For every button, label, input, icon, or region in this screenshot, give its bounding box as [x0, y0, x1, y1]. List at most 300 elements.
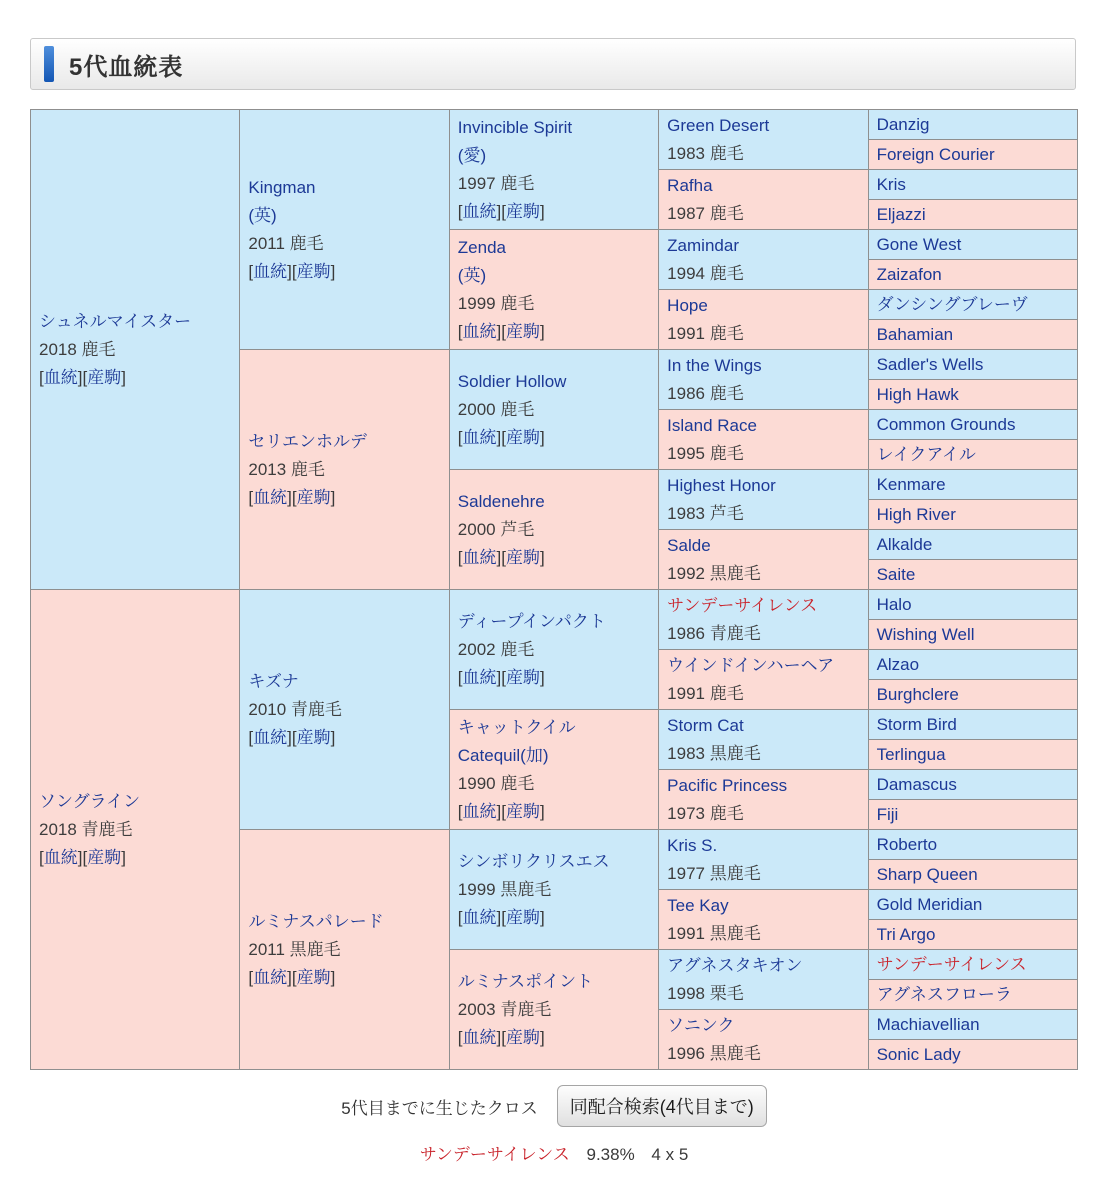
- bracket-open: [: [501, 667, 506, 687]
- horse-name-line: [877, 441, 1075, 469]
- cross-horse-link[interactable]: サンデーサイレンス: [419, 1145, 570, 1164]
- horse-links: [39, 364, 237, 392]
- horse-name-line: [877, 381, 1075, 409]
- pedigree-cell-gen4-13: [659, 890, 868, 950]
- bracket-open: [: [501, 1027, 506, 1047]
- horse-name-line: [667, 172, 865, 200]
- offspring-link[interactable]: 産駒: [87, 847, 122, 867]
- pedigree-link[interactable]: 血統: [462, 201, 497, 221]
- pedigree-cell-gen5-1: [868, 140, 1077, 170]
- pedigree-link[interactable]: 血統: [462, 427, 497, 447]
- horse-name-line: [458, 142, 656, 170]
- pedigree-cell-gen5-25: [868, 860, 1077, 890]
- offspring-link[interactable]: 産駒: [505, 321, 540, 341]
- horse-name-line: [458, 262, 656, 290]
- horse-name-link[interactable]: Bahamian: [876, 324, 954, 344]
- bracket-open: [: [501, 427, 506, 447]
- horse-name-link[interactable]: キャットクイル: [457, 717, 576, 737]
- horse-name-link[interactable]: Hope: [667, 295, 708, 315]
- offspring-link[interactable]: 産駒: [87, 367, 122, 387]
- bracket-open: [: [457, 1027, 463, 1047]
- horse-name-link[interactable]: Kris S.: [667, 835, 718, 855]
- pedigree-link[interactable]: 血統: [462, 907, 497, 927]
- horse-year-coat: 1991 黒鹿毛: [667, 923, 761, 943]
- bracket-open: [: [248, 967, 254, 987]
- horse-links: [458, 318, 656, 346]
- horse-name-link[interactable]: セリエンホルデ: [248, 431, 368, 451]
- horse-name-line: [877, 891, 1075, 919]
- horse-name-link[interactable]: Saldenehre: [457, 491, 545, 511]
- bracket-close: ]: [330, 487, 336, 507]
- horse-name-line: [877, 921, 1075, 949]
- pedigree-cell-gen5-10: [868, 410, 1077, 440]
- horse-name-line: [877, 621, 1075, 649]
- horse-year-coat: 1996 黒鹿毛: [667, 1043, 761, 1063]
- horse-name-link[interactable]: Green Desert: [667, 115, 770, 135]
- horse-name-link[interactable]: Wishing Well: [876, 624, 975, 644]
- horse-name-link[interactable]: High River: [876, 504, 956, 524]
- horse-name-line: [877, 411, 1075, 439]
- bracket-open: [: [457, 321, 463, 341]
- horse-year-coat: 1995 鹿毛: [667, 443, 744, 463]
- horse-year-coat: 1983 芦毛: [667, 503, 744, 523]
- bracket-open: [: [248, 487, 254, 507]
- horse-name-link[interactable]: Sharp Queen: [876, 864, 978, 884]
- pedigree-link[interactable]: 血統: [43, 367, 78, 387]
- bracket-close: ]: [496, 547, 502, 567]
- pedigree-cell-gen4-14: [659, 950, 868, 1010]
- pedigree-link[interactable]: 血統: [253, 261, 288, 281]
- horse-year-coat: 2002 鹿毛: [457, 639, 535, 659]
- bracket-open: [: [291, 727, 297, 747]
- pedigree-cell-gen4-8: [659, 590, 868, 650]
- pedigree-cell-gen2-1: [240, 350, 449, 590]
- horse-name-link[interactable]: Sonic Lady: [876, 1044, 961, 1064]
- horse-name-line: [667, 832, 865, 860]
- horse-name-link[interactable]: サンデーサイレンス: [876, 954, 1027, 974]
- horse-name-link[interactable]: In the Wings: [667, 355, 762, 375]
- pedigree-cell-gen5-21: [868, 740, 1077, 770]
- horse-name-line: [667, 232, 865, 260]
- horse-name-link[interactable]: ソニンク: [667, 1015, 735, 1035]
- horse-name-link[interactable]: Gold Meridian: [876, 894, 983, 914]
- pedigree-cell-gen4-2: [659, 230, 868, 290]
- horse-name-link[interactable]: ウインドインハーヘア: [667, 655, 835, 675]
- horse-name-line: [667, 892, 865, 920]
- horse-name-line: [667, 472, 865, 500]
- pedigree-cell-gen5-31: [868, 1040, 1077, 1070]
- bracket-open: [: [501, 907, 506, 927]
- horse-name-link[interactable]: Damascus: [876, 774, 957, 794]
- horse-links: [458, 664, 656, 692]
- pedigree-cell-gen2-3: [240, 830, 449, 1070]
- horse-name-link[interactable]: ダンシングブレーヴ: [876, 294, 1028, 314]
- horse-name-line: [877, 261, 1075, 289]
- horse-name-link[interactable]: Terlingua: [876, 744, 946, 764]
- pedigree-cell-gen5-4: [868, 230, 1077, 260]
- bracket-open: [: [82, 367, 88, 387]
- bracket-close: ]: [496, 427, 502, 447]
- pedigree-cell-gen4-1: [659, 170, 868, 230]
- horse-name-link[interactable]: Fiji: [876, 804, 899, 824]
- pedigree-cell-gen5-14: [868, 530, 1077, 560]
- horse-name-line: [667, 532, 865, 560]
- pedigree-cell-gen5-5: [868, 260, 1077, 290]
- bracket-close: ]: [496, 801, 502, 821]
- pedigree-cell-gen5-15: [868, 560, 1077, 590]
- bracket-close: ]: [121, 847, 126, 867]
- cross-result-line: [30, 1140, 1078, 1165]
- cross-row: [30, 1085, 1078, 1127]
- horse-name-line: [39, 788, 237, 816]
- pedigree-cell-gen5-18: [868, 650, 1077, 680]
- horse-year-coat: 1986 鹿毛: [667, 383, 744, 403]
- pedigree-table: [30, 109, 1078, 1070]
- pedigree-cell-gen4-10: [659, 710, 868, 770]
- bracket-close: ]: [77, 847, 83, 867]
- offspring-link[interactable]: 産駒: [296, 967, 331, 987]
- horse-name-line: [877, 561, 1075, 589]
- bracket-close: ]: [496, 1027, 502, 1047]
- horse-name-link[interactable]: Burghclere: [876, 684, 959, 704]
- horse-name-line: [877, 291, 1075, 319]
- pedigree-cell-gen3-0: [449, 110, 658, 230]
- pedigree-link[interactable]: 血統: [253, 487, 288, 507]
- pedigree-cell-gen3-1: [449, 230, 658, 350]
- horse-name-line: [39, 308, 237, 336]
- horse-name-line: [248, 668, 446, 696]
- horse-name-line: [877, 501, 1075, 529]
- pedigree-table-body: [31, 110, 1078, 1070]
- horse-name-line: [667, 1012, 865, 1040]
- pedigree-row: [31, 590, 1078, 620]
- horse-links: [458, 198, 656, 226]
- horse-name-line: [458, 742, 656, 770]
- horse-year-coat: 1983 鹿毛: [667, 143, 744, 163]
- bracket-open: [: [457, 801, 463, 821]
- offspring-link[interactable]: 産駒: [505, 1027, 540, 1047]
- pedigree-link[interactable]: 血統: [462, 321, 497, 341]
- horse-name-line: [877, 651, 1075, 679]
- horse-name-line: [877, 351, 1075, 379]
- horse-name-link[interactable]: Rafha: [667, 175, 713, 195]
- bracket-close: ]: [330, 261, 336, 281]
- pedigree-cell-gen3-2: [449, 350, 658, 470]
- bracket-open: [: [457, 547, 463, 567]
- horse-links: [248, 484, 446, 512]
- horse-name-line: [877, 981, 1075, 1009]
- offspring-link[interactable]: 産駒: [296, 487, 331, 507]
- horse-name-line: [877, 111, 1075, 139]
- horse-name-line: [458, 968, 656, 996]
- horse-name-line: [458, 608, 656, 636]
- pedigree-link[interactable]: 血統: [253, 727, 288, 747]
- horse-year-coat: 2018 青鹿毛: [39, 819, 133, 839]
- header-accent-bar: [44, 46, 54, 82]
- pedigree-cell-gen4-9: [659, 650, 868, 710]
- offspring-link[interactable]: 産駒: [505, 907, 540, 927]
- bracket-open: [: [291, 967, 297, 987]
- horse-name-link[interactable]: ルミナスポイント: [457, 971, 594, 991]
- pedigree-cell-gen4-12: [659, 830, 868, 890]
- horse-name-line: [458, 234, 656, 262]
- horse-name-link[interactable]: ルミナスパレード: [248, 911, 384, 931]
- bracket-close: ]: [496, 321, 502, 341]
- horse-name-line: [667, 712, 865, 740]
- horse-year-coat: 1977 黒鹿毛: [667, 863, 761, 883]
- pedigree-row: [31, 110, 1078, 140]
- horse-name-line: [877, 951, 1075, 979]
- horse-name-link[interactable]: Saite: [876, 564, 916, 584]
- horse-name-link[interactable]: Storm Bird: [876, 714, 957, 734]
- pedigree-cell-gen5-11: [868, 440, 1077, 470]
- horse-links: [458, 424, 656, 452]
- horse-name-line: [877, 1011, 1075, 1039]
- bracket-close: ]: [539, 801, 545, 821]
- pedigree-cell-gen3-5: [449, 710, 658, 830]
- horse-name-link[interactable]: Eljazzi: [876, 204, 926, 224]
- horse-name-link[interactable]: ソングライン: [39, 791, 141, 811]
- horse-year-coat: 2011 鹿毛: [248, 233, 324, 253]
- horse-name-line: [248, 908, 446, 936]
- horse-name-link[interactable]: Highest Honor: [667, 475, 776, 495]
- pedigree-cell-gen4-4: [659, 350, 868, 410]
- pedigree-cell-gen3-3: [449, 470, 658, 590]
- horse-name-link[interactable]: Tee Kay: [667, 895, 729, 915]
- pedigree-cell-gen5-3: [868, 200, 1077, 230]
- horse-year-coat: 2013 鹿毛: [248, 459, 325, 479]
- pedigree-cell-gen5-26: [868, 890, 1077, 920]
- bracket-open: [: [39, 847, 44, 867]
- pedigree-cell-gen1-0: [31, 110, 240, 590]
- pedigree-cell-gen5-17: [868, 620, 1077, 650]
- horse-name-line: [458, 848, 656, 876]
- horse-year-coat: 1994 鹿毛: [667, 263, 744, 283]
- horse-name-line: [877, 831, 1075, 859]
- horse-name-link[interactable]: Common Grounds: [876, 414, 1016, 434]
- horse-name-link[interactable]: Gone West: [876, 234, 962, 254]
- bracket-close: ]: [287, 967, 292, 987]
- horse-year-coat: 1990 鹿毛: [457, 773, 535, 793]
- pedigree-link[interactable]: 血統: [462, 667, 497, 687]
- horse-name-link[interactable]: Kris: [876, 174, 906, 194]
- bracket-open: [: [39, 367, 44, 387]
- pedigree-cell-gen5-12: [868, 470, 1077, 500]
- bracket-open: [: [501, 321, 506, 341]
- bracket-close: ]: [539, 321, 545, 341]
- pedigree-cell-gen5-28: [868, 950, 1077, 980]
- section-header: [30, 38, 1076, 90]
- pedigree-cell-gen3-7: [449, 950, 658, 1070]
- horse-name-line: [877, 471, 1075, 499]
- horse-links: [248, 724, 446, 752]
- pedigree-cell-gen5-23: [868, 800, 1077, 830]
- cross-percentage: 9.38%: [586, 1145, 635, 1164]
- bracket-open: [: [248, 261, 254, 281]
- horse-name-link[interactable]: Kingman: [248, 177, 316, 197]
- horse-name-link[interactable]: Salde: [667, 535, 711, 555]
- pedigree-link[interactable]: 血統: [462, 801, 497, 821]
- pedigree-cell-gen1-1: [31, 590, 240, 1070]
- horse-name-link[interactable]: アグネスフローラ: [876, 984, 1012, 1004]
- horse-name-line: [667, 352, 865, 380]
- horse-name-link[interactable]: (愛): [457, 145, 487, 165]
- horse-name-link[interactable]: Zaizafon: [876, 264, 942, 284]
- same-mating-search-button[interactable]: 同配合検索(4代目まで): [557, 1085, 767, 1127]
- horse-name-link[interactable]: レイクアイル: [876, 444, 976, 464]
- horse-year-coat: 1999 鹿毛: [457, 293, 535, 313]
- pedigree-cell-gen5-0: [868, 110, 1077, 140]
- bracket-open: [: [248, 727, 254, 747]
- horse-year-coat: 1997 鹿毛: [457, 173, 535, 193]
- bracket-open: [: [457, 427, 463, 447]
- pedigree-cell-gen2-2: [240, 590, 449, 830]
- horse-name-link[interactable]: Halo: [876, 594, 912, 614]
- horse-name-line: [248, 428, 446, 456]
- horse-name-link[interactable]: Catequil(加): [457, 745, 549, 765]
- horse-name-line: [877, 711, 1075, 739]
- horse-year-coat: 1987 鹿毛: [667, 203, 744, 223]
- horse-year-coat: 1983 黒鹿毛: [667, 743, 761, 763]
- pedigree-cell-gen5-16: [868, 590, 1077, 620]
- horse-name-line: [877, 321, 1075, 349]
- horse-name-line: [667, 112, 865, 140]
- horse-name-link[interactable]: ディープインパクト: [457, 611, 606, 631]
- horse-name-link[interactable]: Zamindar: [667, 235, 739, 255]
- pedigree-cell-gen5-19: [868, 680, 1077, 710]
- horse-name-link[interactable]: Zenda: [457, 237, 506, 257]
- offspring-link[interactable]: 産駒: [505, 201, 540, 221]
- horse-name-line: [877, 771, 1075, 799]
- pedigree-cell-gen5-24: [868, 830, 1077, 860]
- offspring-link[interactable]: 産駒: [296, 261, 331, 281]
- cross-pattern: 4 x 5: [651, 1145, 689, 1164]
- pedigree-cell-gen4-15: [659, 1010, 868, 1070]
- bracket-open: [: [457, 201, 463, 221]
- bracket-close: ]: [287, 727, 292, 747]
- horse-name-line: [667, 652, 865, 680]
- horse-links: [248, 258, 446, 286]
- horse-name-link[interactable]: Alkalde: [876, 534, 933, 554]
- pedigree-link[interactable]: 血統: [462, 547, 497, 567]
- pedigree-cell-gen5-7: [868, 320, 1077, 350]
- bracket-close: ]: [287, 261, 292, 281]
- horse-name-link[interactable]: Storm Cat: [667, 715, 744, 735]
- horse-name-link[interactable]: (英): [457, 265, 487, 285]
- horse-name-link[interactable]: Island Race: [667, 415, 757, 435]
- horse-name-link[interactable]: アグネスタキオン: [667, 955, 803, 975]
- pedigree-cell-gen5-20: [868, 710, 1077, 740]
- offspring-link[interactable]: 産駒: [505, 427, 540, 447]
- horse-links: [39, 844, 237, 872]
- horse-name-line: [667, 952, 865, 980]
- bracket-close: ]: [121, 367, 126, 387]
- horse-name-link[interactable]: Kenmare: [876, 474, 946, 494]
- horse-links: [458, 544, 656, 572]
- offspring-link[interactable]: 産駒: [505, 667, 540, 687]
- bracket-open: [: [457, 907, 463, 927]
- horse-name-link[interactable]: Alzao: [876, 654, 920, 674]
- bracket-close: ]: [539, 1027, 545, 1047]
- horse-name-line: [877, 801, 1075, 829]
- horse-name-line: [877, 141, 1075, 169]
- pedigree-link[interactable]: 血統: [462, 1027, 497, 1047]
- horse-name-link[interactable]: Sadler's Wells: [876, 354, 984, 374]
- horse-name-link[interactable]: Danzig: [876, 114, 930, 134]
- horse-name-link[interactable]: Soldier Hollow: [457, 371, 567, 391]
- horse-name-line: [877, 741, 1075, 769]
- horse-name-line: [667, 772, 865, 800]
- horse-name-line: [458, 714, 656, 742]
- horse-links: [248, 964, 446, 992]
- pedigree-cell-gen4-3: [659, 290, 868, 350]
- cross-label: 5代目までに生じたクロス: [341, 1098, 538, 1118]
- offspring-link[interactable]: 産駒: [296, 727, 331, 747]
- horse-name-line: [877, 681, 1075, 709]
- horse-name-line: [877, 531, 1075, 559]
- pedigree-cell-gen5-30: [868, 1010, 1077, 1040]
- horse-name-link[interactable]: Roberto: [876, 834, 938, 854]
- horse-name-link[interactable]: Tri Argo: [876, 924, 936, 944]
- pedigree-cell-gen5-27: [868, 920, 1077, 950]
- bracket-close: ]: [539, 201, 545, 221]
- horse-year-coat: 1986 青鹿毛: [667, 623, 761, 643]
- bracket-close: ]: [539, 907, 545, 927]
- horse-links: [458, 1024, 656, 1052]
- bracket-close: ]: [539, 427, 545, 447]
- bracket-close: ]: [496, 667, 502, 687]
- offspring-link[interactable]: 産駒: [505, 801, 540, 821]
- horse-name-line: [458, 114, 656, 142]
- bracket-close: ]: [496, 201, 502, 221]
- horse-year-coat: 2011 黒鹿毛: [248, 939, 341, 959]
- horse-name-link[interactable]: Machiavellian: [876, 1014, 980, 1034]
- horse-name-line: [877, 171, 1075, 199]
- horse-name-link[interactable]: Pacific Princess: [667, 775, 788, 795]
- pedigree-link[interactable]: 血統: [253, 967, 288, 987]
- horse-name-link[interactable]: サンデーサイレンス: [667, 595, 818, 615]
- horse-name-line: [877, 1041, 1075, 1069]
- bracket-open: [: [291, 487, 297, 507]
- horse-name-line: [877, 231, 1075, 259]
- horse-name-link[interactable]: Foreign Courier: [876, 144, 995, 164]
- pedigree-cell-gen3-6: [449, 830, 658, 950]
- pedigree-cell-gen5-6: [868, 290, 1077, 320]
- horse-name-link[interactable]: High Hawk: [876, 384, 959, 404]
- pedigree-cell-gen5-29: [868, 980, 1077, 1010]
- horse-name-link[interactable]: シンボリクリスエス: [457, 851, 610, 871]
- horse-name-link[interactable]: Invincible Spirit: [457, 117, 573, 137]
- horse-name-line: [248, 202, 446, 230]
- page-title: 5代血統表: [69, 53, 184, 81]
- pedigree-link[interactable]: 血統: [43, 847, 78, 867]
- horse-name-line: [877, 591, 1075, 619]
- horse-year-coat: 1991 鹿毛: [667, 683, 744, 703]
- horse-year-coat: 1998 栗毛: [667, 983, 744, 1003]
- pedigree-cell-gen2-0: [240, 110, 449, 350]
- horse-name-link[interactable]: (英): [248, 205, 277, 225]
- pedigree-cell-gen5-13: [868, 500, 1077, 530]
- horse-name-link[interactable]: シュネルマイスター: [39, 311, 192, 331]
- offspring-link[interactable]: 産駒: [505, 547, 540, 567]
- pedigree-cell-gen5-9: [868, 380, 1077, 410]
- horse-name-line: [458, 368, 656, 396]
- bracket-close: ]: [496, 907, 502, 927]
- bracket-open: [: [501, 801, 506, 821]
- horse-name-link[interactable]: キズナ: [248, 671, 299, 691]
- horse-name-line: [877, 861, 1075, 889]
- horse-name-line: [667, 592, 865, 620]
